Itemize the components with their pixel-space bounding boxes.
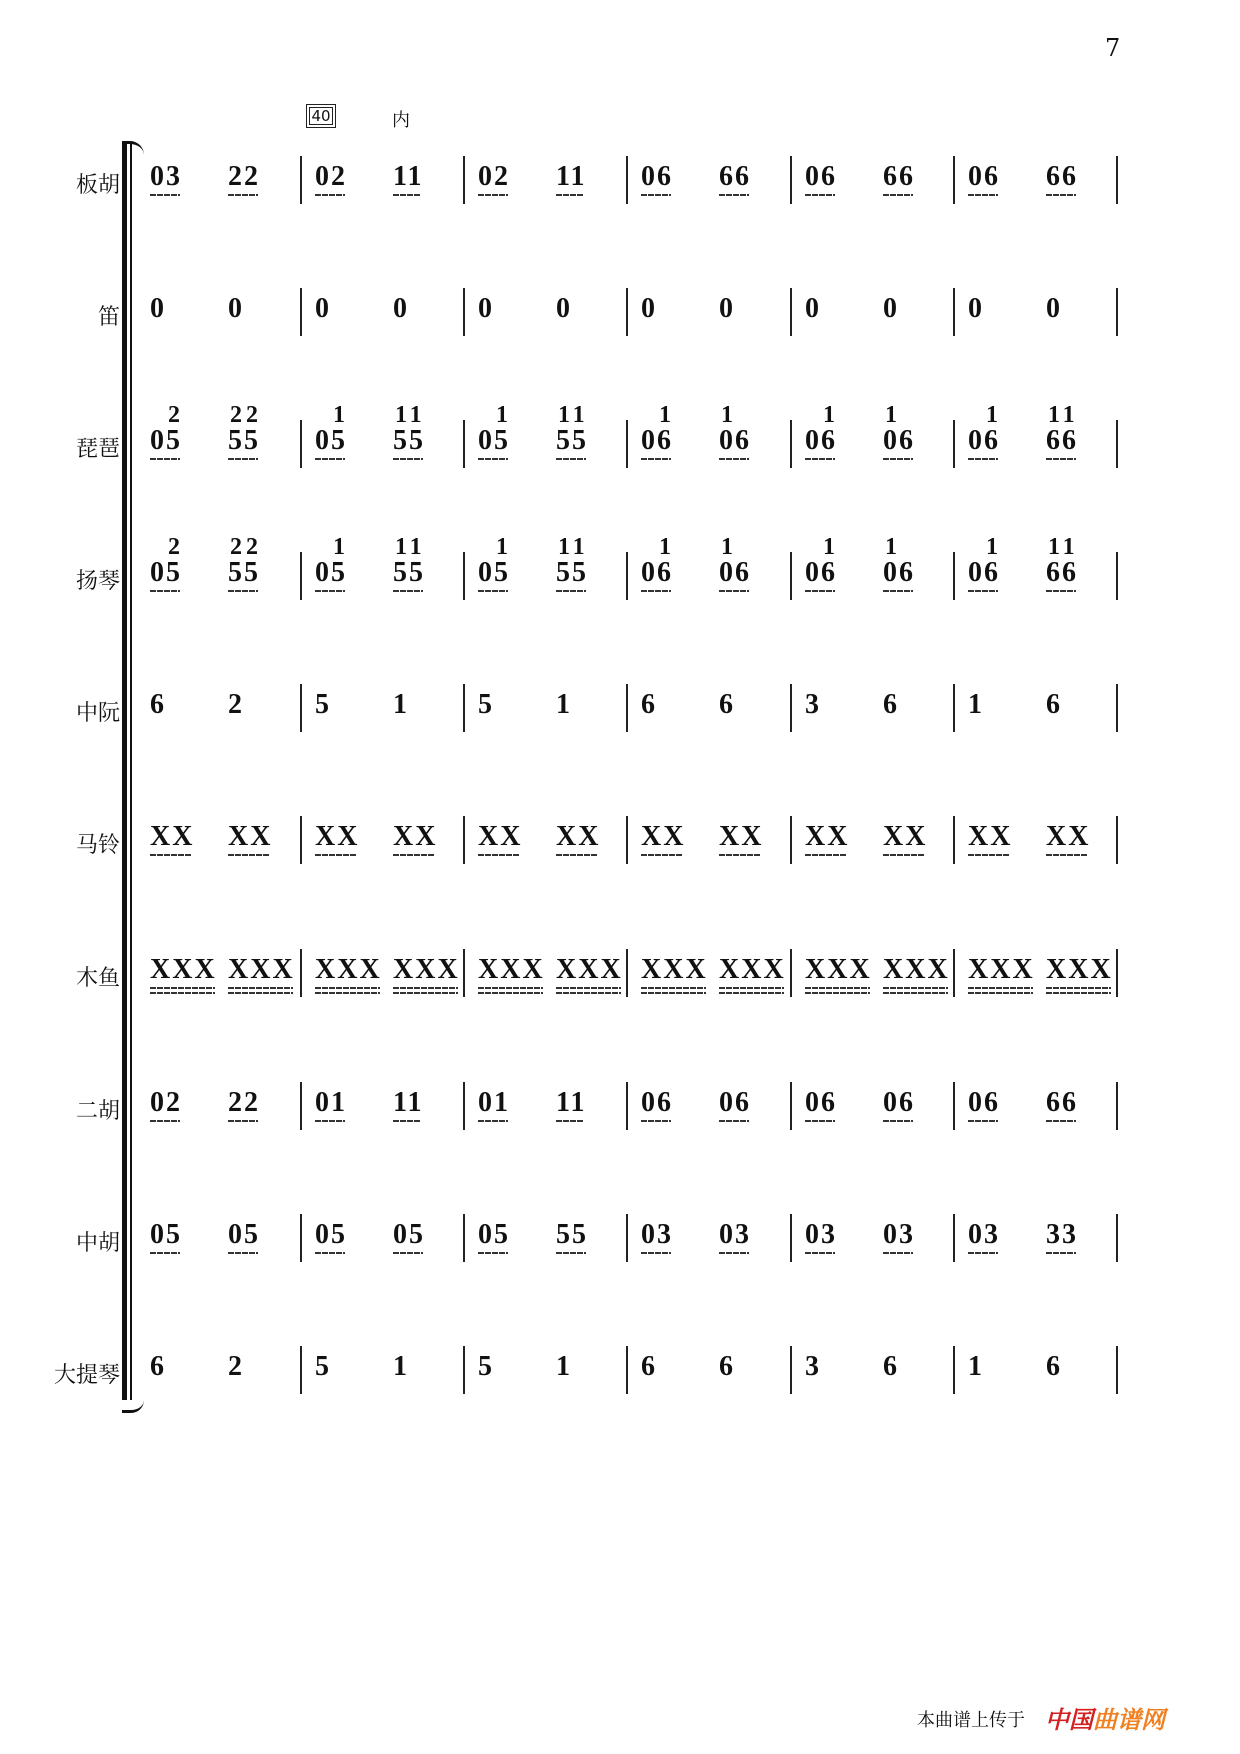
bracket-top-curl: [122, 141, 144, 158]
note-group: 06: [968, 1087, 1000, 1118]
note-group: 5: [315, 1351, 331, 1382]
note-group: XXX: [150, 954, 217, 985]
note-group: 6: [150, 1351, 166, 1382]
note-group: 06: [883, 1087, 915, 1118]
note-group: 0: [315, 293, 331, 324]
barline: [790, 288, 792, 336]
barline: [1116, 1082, 1118, 1130]
barline: [953, 816, 955, 864]
note-group: 0: [968, 293, 984, 324]
note-group: 3: [805, 689, 821, 720]
note-group: 0: [478, 293, 494, 324]
note-group: 06: [805, 161, 837, 192]
note-group: 01: [478, 1087, 510, 1118]
note-group: XXX: [478, 954, 545, 985]
note-group: 55: [393, 557, 425, 588]
note-group: XXX: [315, 954, 382, 985]
note-group: 06: [641, 557, 673, 588]
barline: [626, 684, 628, 732]
instrument-label: 扬琴: [75, 569, 120, 594]
note-group: 05: [478, 425, 510, 456]
instrument-label: 琵琶: [75, 437, 120, 462]
barline: [463, 288, 465, 336]
note-group: 66: [1046, 1087, 1078, 1118]
barline: [790, 552, 792, 600]
upper-chord-note: 11: [395, 402, 426, 428]
note-group: 66: [719, 161, 751, 192]
note-group: XX: [150, 821, 195, 852]
note-group: 06: [641, 161, 673, 192]
note-group: 55: [556, 1219, 588, 1250]
note-group: 0: [393, 293, 409, 324]
note-group: XX: [641, 821, 686, 852]
note-group: 6: [719, 1351, 735, 1382]
note-group: XX: [478, 821, 523, 852]
upper-chord-note: 1: [721, 402, 737, 428]
instrument-label: 笛: [97, 305, 120, 330]
note-group: 06: [719, 557, 751, 588]
upper-chord-note: 22: [230, 402, 262, 428]
note-group: 06: [968, 161, 1000, 192]
instrument-label: 二胡: [75, 1099, 120, 1124]
upper-chord-note: 1: [659, 534, 675, 560]
note-group: 6: [883, 1351, 899, 1382]
note-group: 0: [719, 293, 735, 324]
barline: [1116, 288, 1118, 336]
upper-chord-note: 1: [885, 534, 901, 560]
barline: [300, 816, 302, 864]
note-group: 06: [883, 557, 915, 588]
note-group: 33: [1046, 1219, 1078, 1250]
note-group: 2: [228, 689, 244, 720]
note-group: 66: [1046, 161, 1078, 192]
note-group: XXX: [1046, 954, 1113, 985]
instrument-label: 木鱼: [75, 966, 120, 991]
note-group: XXX: [228, 954, 295, 985]
note-group: 22: [228, 161, 260, 192]
note-group: 2: [228, 1351, 244, 1382]
note-group: 03: [641, 1219, 673, 1250]
note-group: 06: [968, 557, 1000, 588]
barline: [463, 684, 465, 732]
note-group: 5: [478, 1351, 494, 1382]
note-group: 11: [556, 161, 587, 192]
note-group: 0: [883, 293, 899, 324]
barline: [300, 552, 302, 600]
system-bracket-line: [130, 144, 132, 1400]
note-group: 66: [883, 161, 915, 192]
note-group: 0: [1046, 293, 1062, 324]
note-group: 03: [968, 1219, 1000, 1250]
note-group: 05: [150, 1219, 182, 1250]
barline: [626, 1346, 628, 1394]
barline: [790, 156, 792, 204]
note-group: 5: [315, 689, 331, 720]
note-group: 0: [805, 293, 821, 324]
note-group: 0: [556, 293, 572, 324]
upper-chord-note: 1: [823, 402, 839, 428]
logo-text-part1: 中国: [1045, 1706, 1093, 1734]
instrument-label: 板胡: [75, 173, 120, 198]
note-group: 02: [315, 161, 347, 192]
upper-chord-note: 11: [558, 534, 589, 560]
barline: [1116, 420, 1118, 468]
note-group: 05: [228, 1219, 260, 1250]
barline: [300, 288, 302, 336]
note-group: 02: [150, 1087, 182, 1118]
barline: [953, 1346, 955, 1394]
note-group: 06: [719, 1087, 751, 1118]
barline: [953, 420, 955, 468]
upper-chord-note: 1: [721, 534, 737, 560]
note-group: 1: [393, 1351, 409, 1382]
footer-upload-text: 本曲谱上传于: [917, 1710, 1025, 1731]
note-group: 1: [556, 1351, 572, 1382]
barline: [626, 420, 628, 468]
upper-chord-note: 1: [885, 402, 901, 428]
note-group: 1: [556, 689, 572, 720]
barline: [463, 1214, 465, 1262]
note-group: XX: [315, 821, 360, 852]
note-group: 05: [315, 425, 347, 456]
note-group: 05: [478, 1219, 510, 1250]
note-group: XXX: [393, 954, 460, 985]
barline: [300, 684, 302, 732]
barline: [1116, 816, 1118, 864]
note-group: XX: [968, 821, 1013, 852]
barline: [790, 684, 792, 732]
barline: [300, 1214, 302, 1262]
instrument-label: 中胡: [75, 1231, 120, 1256]
note-group: XXX: [719, 954, 786, 985]
note-group: 0: [228, 293, 244, 324]
note-group: 11: [393, 1087, 424, 1118]
barline: [463, 552, 465, 600]
note-group: 01: [315, 1087, 347, 1118]
barline: [1116, 684, 1118, 732]
note-group: 0: [150, 293, 166, 324]
note-group: XX: [1046, 821, 1091, 852]
note-group: 6: [641, 689, 657, 720]
note-group: 05: [150, 425, 182, 456]
note-group: XXX: [883, 954, 950, 985]
note-group: 55: [393, 425, 425, 456]
barline: [463, 1082, 465, 1130]
barline: [953, 552, 955, 600]
note-group: XXX: [968, 954, 1035, 985]
instrument-label: 中阮: [75, 701, 120, 726]
note-group: 0: [641, 293, 657, 324]
barline: [790, 949, 792, 997]
barline: [300, 420, 302, 468]
note-group: 1: [968, 689, 984, 720]
note-group: 05: [150, 557, 182, 588]
barline: [626, 949, 628, 997]
upper-chord-note: 1: [333, 402, 349, 428]
note-group: 05: [393, 1219, 425, 1250]
note-group: 06: [805, 557, 837, 588]
upper-chord-note: 11: [558, 402, 589, 428]
upper-chord-note: 1: [986, 534, 1002, 560]
barline: [1116, 1214, 1118, 1262]
note-group: 06: [805, 1087, 837, 1118]
note-group: 3: [805, 1351, 821, 1382]
note-group: 55: [228, 557, 260, 588]
rehearsal-mark: 40: [306, 104, 336, 128]
upper-chord-note: 2: [168, 534, 184, 560]
barline: [790, 1214, 792, 1262]
upper-chord-note: 2: [168, 402, 184, 428]
upper-chord-note: 1: [659, 402, 675, 428]
note-group: 55: [556, 425, 588, 456]
barline: [1116, 949, 1118, 997]
barline: [953, 156, 955, 204]
note-group: 03: [719, 1219, 751, 1250]
barline: [463, 949, 465, 997]
upper-chord-note: 11: [1048, 534, 1079, 560]
upper-chord-note: 1: [496, 402, 512, 428]
note-group: 06: [719, 425, 751, 456]
system-bracket: [122, 144, 127, 1400]
note-group: 06: [968, 425, 1000, 456]
instrument-label: 大提琴: [53, 1363, 120, 1388]
upper-chord-note: 1: [986, 402, 1002, 428]
note-group: 03: [150, 161, 182, 192]
note-group: 22: [228, 1087, 260, 1118]
note-group: 03: [883, 1219, 915, 1250]
note-group: XX: [228, 821, 273, 852]
barline: [1116, 1346, 1118, 1394]
barline: [1116, 156, 1118, 204]
note-group: 06: [883, 425, 915, 456]
barline: [300, 1346, 302, 1394]
instrument-label: 马铃: [75, 833, 120, 858]
barline: [790, 420, 792, 468]
note-group: 1: [393, 689, 409, 720]
note-group: XX: [556, 821, 601, 852]
upper-chord-note: 22: [230, 534, 262, 560]
note-group: 55: [228, 425, 260, 456]
note-group: XX: [805, 821, 850, 852]
note-group: 03: [805, 1219, 837, 1250]
barline: [953, 288, 955, 336]
barline: [953, 684, 955, 732]
barline: [626, 288, 628, 336]
note-group: 05: [478, 557, 510, 588]
barline: [953, 1082, 955, 1130]
page-number: 7: [1105, 34, 1121, 62]
barline: [626, 1214, 628, 1262]
note-group: XX: [883, 821, 928, 852]
upper-chord-note: 1: [496, 534, 512, 560]
barline: [463, 816, 465, 864]
bracket-bottom-curl: [122, 1400, 144, 1413]
note-group: XX: [719, 821, 764, 852]
barline: [626, 156, 628, 204]
note-group: 6: [719, 689, 735, 720]
barline: [300, 949, 302, 997]
upper-chord-note: 1: [823, 534, 839, 560]
barline: [790, 816, 792, 864]
barline: [626, 552, 628, 600]
note-group: 05: [315, 557, 347, 588]
barline: [626, 1082, 628, 1130]
note-group: 11: [556, 1087, 587, 1118]
note-group: 66: [1046, 557, 1078, 588]
barline: [790, 1082, 792, 1130]
barline: [626, 816, 628, 864]
barline: [463, 156, 465, 204]
upper-chord-note: 11: [395, 534, 426, 560]
note-group: 55: [556, 557, 588, 588]
note-group: 06: [805, 425, 837, 456]
note-group: 6: [1046, 1351, 1062, 1382]
note-group: XX: [393, 821, 438, 852]
bowing-annotation: 内: [392, 110, 410, 131]
note-group: 06: [641, 1087, 673, 1118]
note-group: 6: [883, 689, 899, 720]
site-logo: [1045, 1700, 1165, 1735]
upper-chord-note: 11: [1048, 402, 1079, 428]
note-group: 11: [393, 161, 424, 192]
upper-chord-note: 1: [333, 534, 349, 560]
note-group: 66: [1046, 425, 1078, 456]
note-group: XXX: [556, 954, 623, 985]
note-group: 6: [150, 689, 166, 720]
barline: [953, 949, 955, 997]
barline: [790, 1346, 792, 1394]
barline: [300, 1082, 302, 1130]
note-group: XXX: [805, 954, 872, 985]
note-group: 02: [478, 161, 510, 192]
barline: [953, 1214, 955, 1262]
barline: [463, 420, 465, 468]
note-group: 6: [1046, 689, 1062, 720]
barline: [463, 1346, 465, 1394]
note-group: 5: [478, 689, 494, 720]
barline: [300, 156, 302, 204]
note-group: 1: [968, 1351, 984, 1382]
note-group: 05: [315, 1219, 347, 1250]
logo-text-part2: 曲谱网: [1093, 1706, 1165, 1734]
note-group: 06: [641, 425, 673, 456]
note-group: XXX: [641, 954, 708, 985]
note-group: 6: [641, 1351, 657, 1382]
barline: [1116, 552, 1118, 600]
